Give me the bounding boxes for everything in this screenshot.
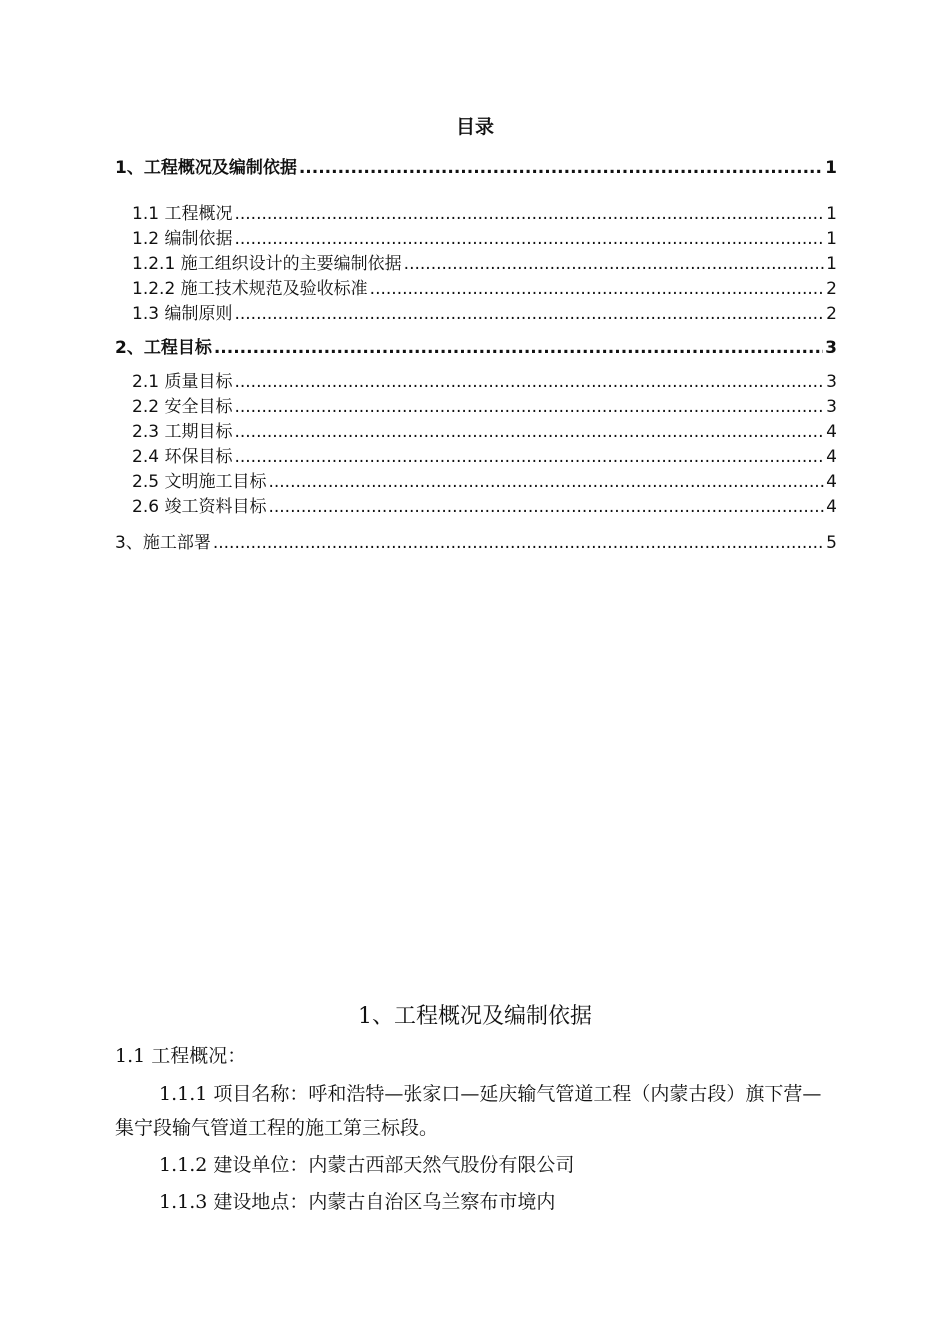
toc-entry-text: 1.3 编制原则 bbox=[132, 304, 233, 324]
toc-entry[interactable] bbox=[132, 496, 837, 518]
subsection-heading: 1.1 工程概况： bbox=[115, 1045, 247, 1067]
toc-entry-text: 2.6 竣工资料目标 bbox=[132, 497, 267, 517]
toc-page-number: 4 bbox=[826, 422, 837, 442]
toc-page-number: 1 bbox=[826, 254, 837, 274]
toc-entry[interactable] bbox=[132, 471, 837, 493]
toc-entry[interactable] bbox=[132, 421, 837, 443]
toc-title: 目录 bbox=[455, 116, 494, 138]
toc-leader bbox=[234, 371, 824, 393]
toc-leader bbox=[404, 253, 825, 275]
toc-leader bbox=[234, 203, 824, 225]
toc-leader bbox=[268, 496, 824, 518]
toc-entry-text: 3、施工部署 bbox=[115, 533, 211, 553]
toc-leader bbox=[214, 337, 823, 359]
toc-entry[interactable] bbox=[115, 157, 837, 179]
toc-page-number: 1 bbox=[826, 204, 837, 224]
toc-leader bbox=[234, 303, 824, 325]
body-paragraph: 1.1.3 建设地点：内蒙古自治区乌兰察布市境内 bbox=[159, 1191, 556, 1213]
toc-entry-text: 2.1 质量目标 bbox=[132, 372, 233, 392]
toc-entry[interactable] bbox=[132, 278, 837, 300]
toc-entry-text: 1.2.1 施工组织设计的主要编制依据 bbox=[132, 254, 402, 274]
toc-entry[interactable] bbox=[115, 337, 837, 359]
toc-entry-text: 2.3 工期目标 bbox=[132, 422, 233, 442]
toc-leader bbox=[234, 228, 824, 250]
toc-entry[interactable] bbox=[132, 371, 837, 393]
toc-page-number: 3 bbox=[826, 397, 837, 417]
toc-page-number: 2 bbox=[826, 304, 837, 324]
toc-leader bbox=[234, 421, 824, 443]
toc-page-number: 2 bbox=[826, 279, 837, 299]
body-paragraph: 1.1.2 建设单位：内蒙古西部天然气股份有限公司 bbox=[159, 1154, 575, 1176]
toc-entry-text: 1、工程概况及编制依据 bbox=[115, 158, 297, 178]
toc-entry[interactable] bbox=[115, 532, 837, 554]
section-heading: 1、工程概况及编制依据 bbox=[358, 1004, 592, 1029]
toc-leader bbox=[370, 278, 825, 300]
toc-page-number: 4 bbox=[826, 447, 837, 467]
toc-leader bbox=[234, 446, 824, 468]
body-paragraph: 1.1.1 项目名称：呼和浩特—张家口—延庆输气管道工程（内蒙古段）旗下营—集宁段输气管道工程的施工第三标段。 bbox=[115, 1083, 822, 1139]
toc-page-number: 4 bbox=[826, 472, 837, 492]
toc-page-number: 5 bbox=[826, 533, 837, 553]
toc-entry[interactable] bbox=[132, 396, 837, 418]
toc-entry-text: 2、工程目标 bbox=[115, 338, 212, 358]
toc-entry[interactable] bbox=[132, 253, 837, 275]
toc-leader bbox=[213, 532, 824, 554]
toc-leader bbox=[234, 396, 824, 418]
toc-page-number: 4 bbox=[826, 497, 837, 517]
toc-page-number: 1 bbox=[825, 158, 837, 178]
toc-entry-text: 1.1 工程概况 bbox=[132, 204, 233, 224]
toc-entry[interactable] bbox=[132, 228, 837, 250]
toc-leader bbox=[268, 471, 824, 493]
toc-page-number: 1 bbox=[826, 229, 837, 249]
toc-page-number: 3 bbox=[825, 338, 837, 358]
toc-entry-text: 2.2 安全目标 bbox=[132, 397, 233, 417]
toc-entry[interactable] bbox=[132, 303, 837, 325]
toc-entry[interactable] bbox=[132, 446, 837, 468]
toc-page-number: 3 bbox=[826, 372, 837, 392]
toc-entry-text: 1.2.2 施工技术规范及验收标准 bbox=[132, 279, 368, 299]
toc-entry-text: 1.2 编制依据 bbox=[132, 229, 233, 249]
toc-entry-text: 2.4 环保目标 bbox=[132, 447, 233, 467]
toc-entry-text: 2.5 文明施工目标 bbox=[132, 472, 267, 492]
toc-leader bbox=[299, 157, 823, 179]
toc-entry[interactable] bbox=[132, 203, 837, 225]
